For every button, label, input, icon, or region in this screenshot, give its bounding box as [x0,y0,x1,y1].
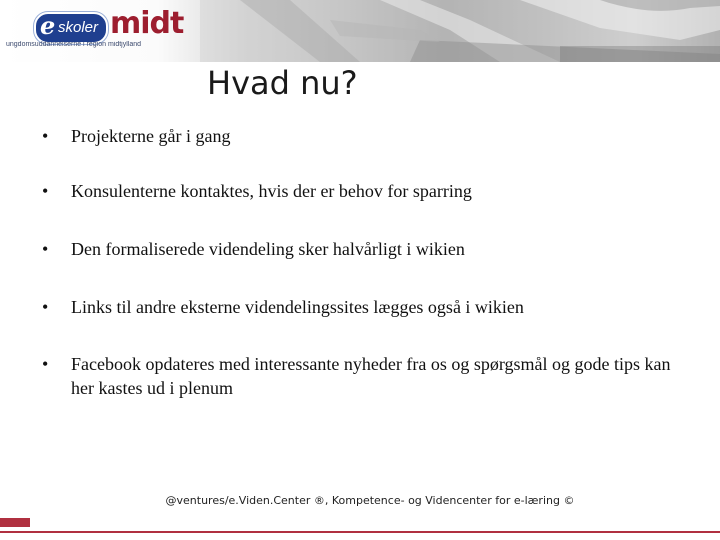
bullet-text: Links til andre eksterne videndelingssites lægges også i wikien [71,297,524,317]
bullet-item [42,179,682,203]
logo-brand-name: skoler [58,19,99,36]
slide-footer: @ventures/e.Viden.Center ®, Kompetence- og Videncenter for e-læring © [165,494,575,507]
bullet-dot: • [42,354,49,374]
bullet-item [42,295,682,319]
bullet-item [42,124,682,148]
bullet-text: Facebook opdateres med interessante nyheder fra os og spørgsmål og gode tips kan her kastes ud i plenum [71,354,671,398]
bottom-accent [0,531,720,540]
bullet-text: Projekterne går i gang [71,126,231,146]
eskoler-midt-logo [4,8,184,52]
bullet-text: Den formaliserede videndeling sker halvårligt i wikien [71,239,465,259]
logo-tagline: ungdomsuddannelserne i region midtjylland [6,41,142,48]
bullet-dot: • [42,297,49,317]
logo-badge [34,12,108,44]
slide-title: Hvad nu? [207,64,358,102]
bullet-dot: • [42,126,49,146]
header-banner [0,0,720,62]
bullet-dot: • [42,181,49,201]
bullet-item [42,237,682,261]
bottom-accent-line [0,531,720,533]
logo-e-letter: e [40,11,56,40]
bullet-dot: • [42,239,49,259]
bullet-item [42,352,682,400]
bullet-text: Konsulenterne kontaktes, hvis der er behov for sparring [71,181,472,201]
accent-bar [0,518,30,527]
logo-region: midt [110,6,184,41]
